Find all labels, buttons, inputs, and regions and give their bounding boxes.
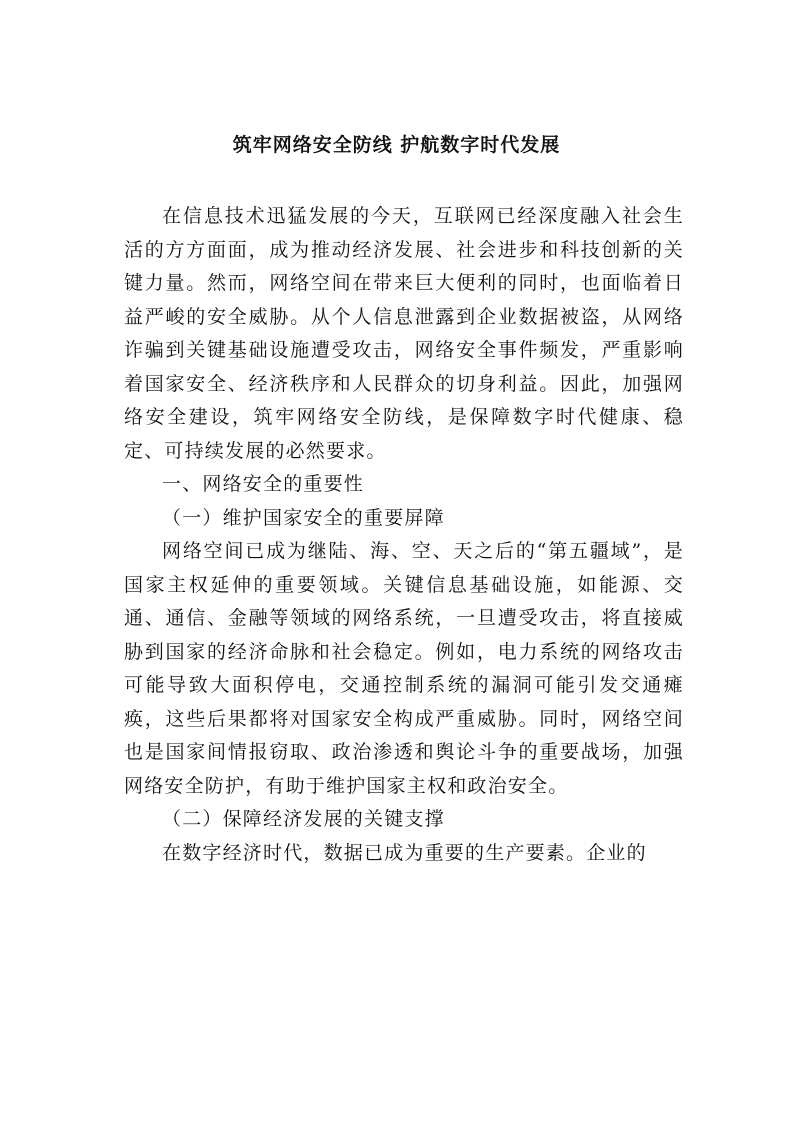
subsection-heading-1: （一）维护国家安全的重要屏障	[162, 506, 445, 529]
section-heading-1: 一、网络安全的重要性	[162, 473, 365, 495]
document-body	[124, 200, 684, 870]
intro-paragraph: 在信息技术迅猛发展的今天，互联网已经深度融入社会生活的方方面面，成为推动经济发展、社会进步和科技创新的关键力量。然而，网络空间在带来巨大便利的同时，也面临着日益严峻的安全威胁。从个人信息泄露到企业数据被盗，从网络诈骗到关键基础设施遭受攻击，网络安全事件频发，严重影响着国家安全、经济秩序和人民群众的切身利益。因此，加强网络安全建设，筑牢网络安全防线，是保障数字时代健康、稳定、可持续发展的必然要求。	[124, 205, 684, 462]
paragraph-national-security: 网络空间已成为继陆、海、空、天之后的“第五疆域”，是国家主权延伸的重要领域。关键信息基础设施，如能源、交通、通信、金融等领域的网络系统，一旦遭受攻击，将直接威胁到国家的经济命脉和社会稳定。例如，电力系统的网络攻击可能导致大面积停电，交通控制系统的漏洞可能引发交通瘫痪，这些后果都将对国家安全构成严重威胁。同时，网络空间也是国家间情报窃取、政治渗透和舆论斗争的重要战场，加强网络安全防护，有助于维护国家主权和政治安全。	[124, 540, 684, 797]
document-title: 筑牢网络安全防线 护航数字时代发展	[232, 134, 561, 156]
subsection-heading-2: （二）保障经济发展的关键支撑	[162, 808, 445, 830]
paragraph-economic-development: 在数字经济时代，数据已成为重要的生产要素。企业的	[162, 841, 647, 864]
